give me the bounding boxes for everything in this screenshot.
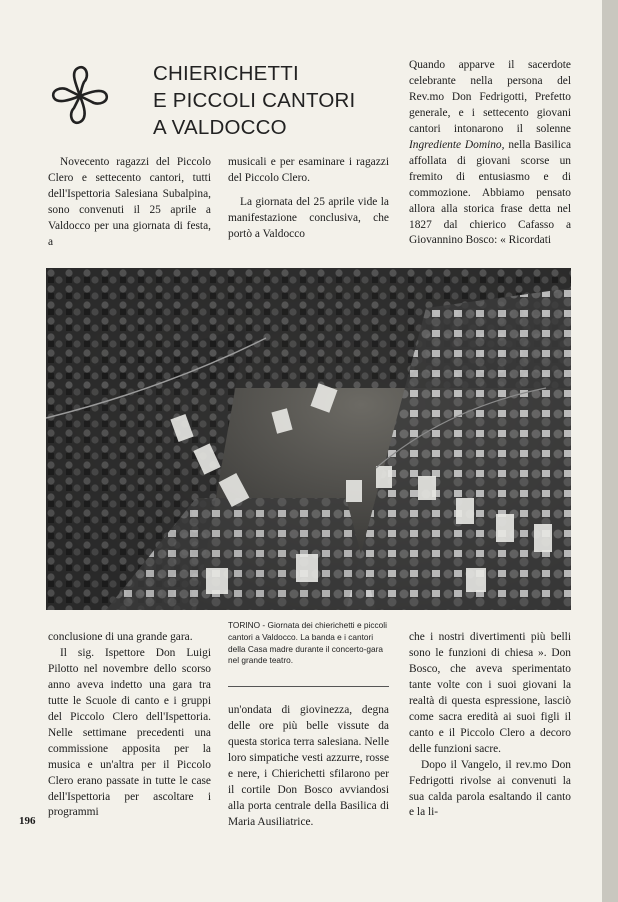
article-title [153, 60, 383, 141]
page-number: 196 [19, 815, 36, 827]
top-column-2 [228, 155, 389, 243]
paragraph: Il sig. Ispettore Don Luigi Pilotto nel novembre dello scorso anno aveva indetto una gara tra tutte le Scuole di canto e i gruppi del Piccolo Clero dell'Ispettoria. Nelle settimane precedenti una commissione apposita per la musica e un'altra per il Piccolo Clero erano passate in tutte le case dell'Ispettoria per ascoltare i programmi [48, 646, 211, 819]
paragraph: Novecento ragazzi del Piccolo Clero e settecento cantori, tutti dell'Ispettoria Salesiana Subalpina, sono convenuti il 25 aprile a Valdocco per una giornata di festa, a [48, 156, 211, 248]
title-line-3: A VALDOCCO [153, 116, 287, 139]
paragraph: un'ondata di giovinezza, degna delle ore più belle vissute da questa storica terra salesiana. Nelle loro simpatiche vesti azzurre, rosse e nere, i Chierichetti sfilarono per il cortile Don Bosco avviandosi alla porta centrale della Basilica di Maria Ausiliatrice. [228, 704, 389, 828]
paragraph: musicali e per esaminare i ragazzi del Piccolo Clero. [228, 156, 389, 184]
liturgical-title: Ingrediente Domino, [409, 138, 505, 151]
paragraph: che i nostri divertimenti più belli sono le funzioni di chiesa ». Don Bosco, che aveva sperimentato tante volte con i suoi giovani la realtà di questa espressione, lasciò come sacra eredità ai suoi figli il canto e il Piccolo Clero a decoro delle funzioni sacre. [409, 631, 571, 755]
top-column-1 [48, 155, 211, 251]
photo-caption: TORINO - Giornata dei chierichetti e piccoli cantori a Valdocco. La banda e i cantori della Casa madre durante il concerto-gara nel grande teatro. [228, 620, 387, 666]
text-run: Quando apparve il sacerdote celebrante nella persona del Rev.mo Don Fedrigotti, Prefetto generale, e i settecento giovani cantori intonarono il solenne [409, 59, 571, 135]
photo-render [46, 268, 571, 610]
top-column-3 [409, 58, 571, 249]
paragraph [409, 58, 571, 249]
flower-ornament-icon [46, 62, 114, 130]
paragraph: La giornata del 25 aprile vide la manifestazione conclusiva, che portò a Valdocco [228, 195, 389, 240]
concert-photograph [46, 268, 571, 610]
bottom-column-2 [228, 703, 389, 831]
bottom-column-1 [48, 630, 211, 821]
page-edge [602, 0, 618, 902]
caption-divider [228, 686, 389, 687]
paragraph: conclusione di una grande gara. [48, 631, 193, 643]
title-line-1: CHIERICHETTI [153, 62, 299, 85]
text-run: nella Basilica affollata di giovani scorse un fremito di entusiasmo e di commozione. Abbiamo pensato allora alla storica frase detta nel 1827 dal chierico Cafasso a Giovannino Bosco: « Ricordati [409, 138, 571, 247]
title-line-2: E PICCOLI CANTORI [153, 89, 356, 112]
paragraph: Dopo il Vangelo, il rev.mo Don Fedrigotti rivolse ai convenuti la sua calda parola esaltando il canto e la li- [409, 758, 571, 819]
bottom-column-3 [409, 630, 571, 821]
